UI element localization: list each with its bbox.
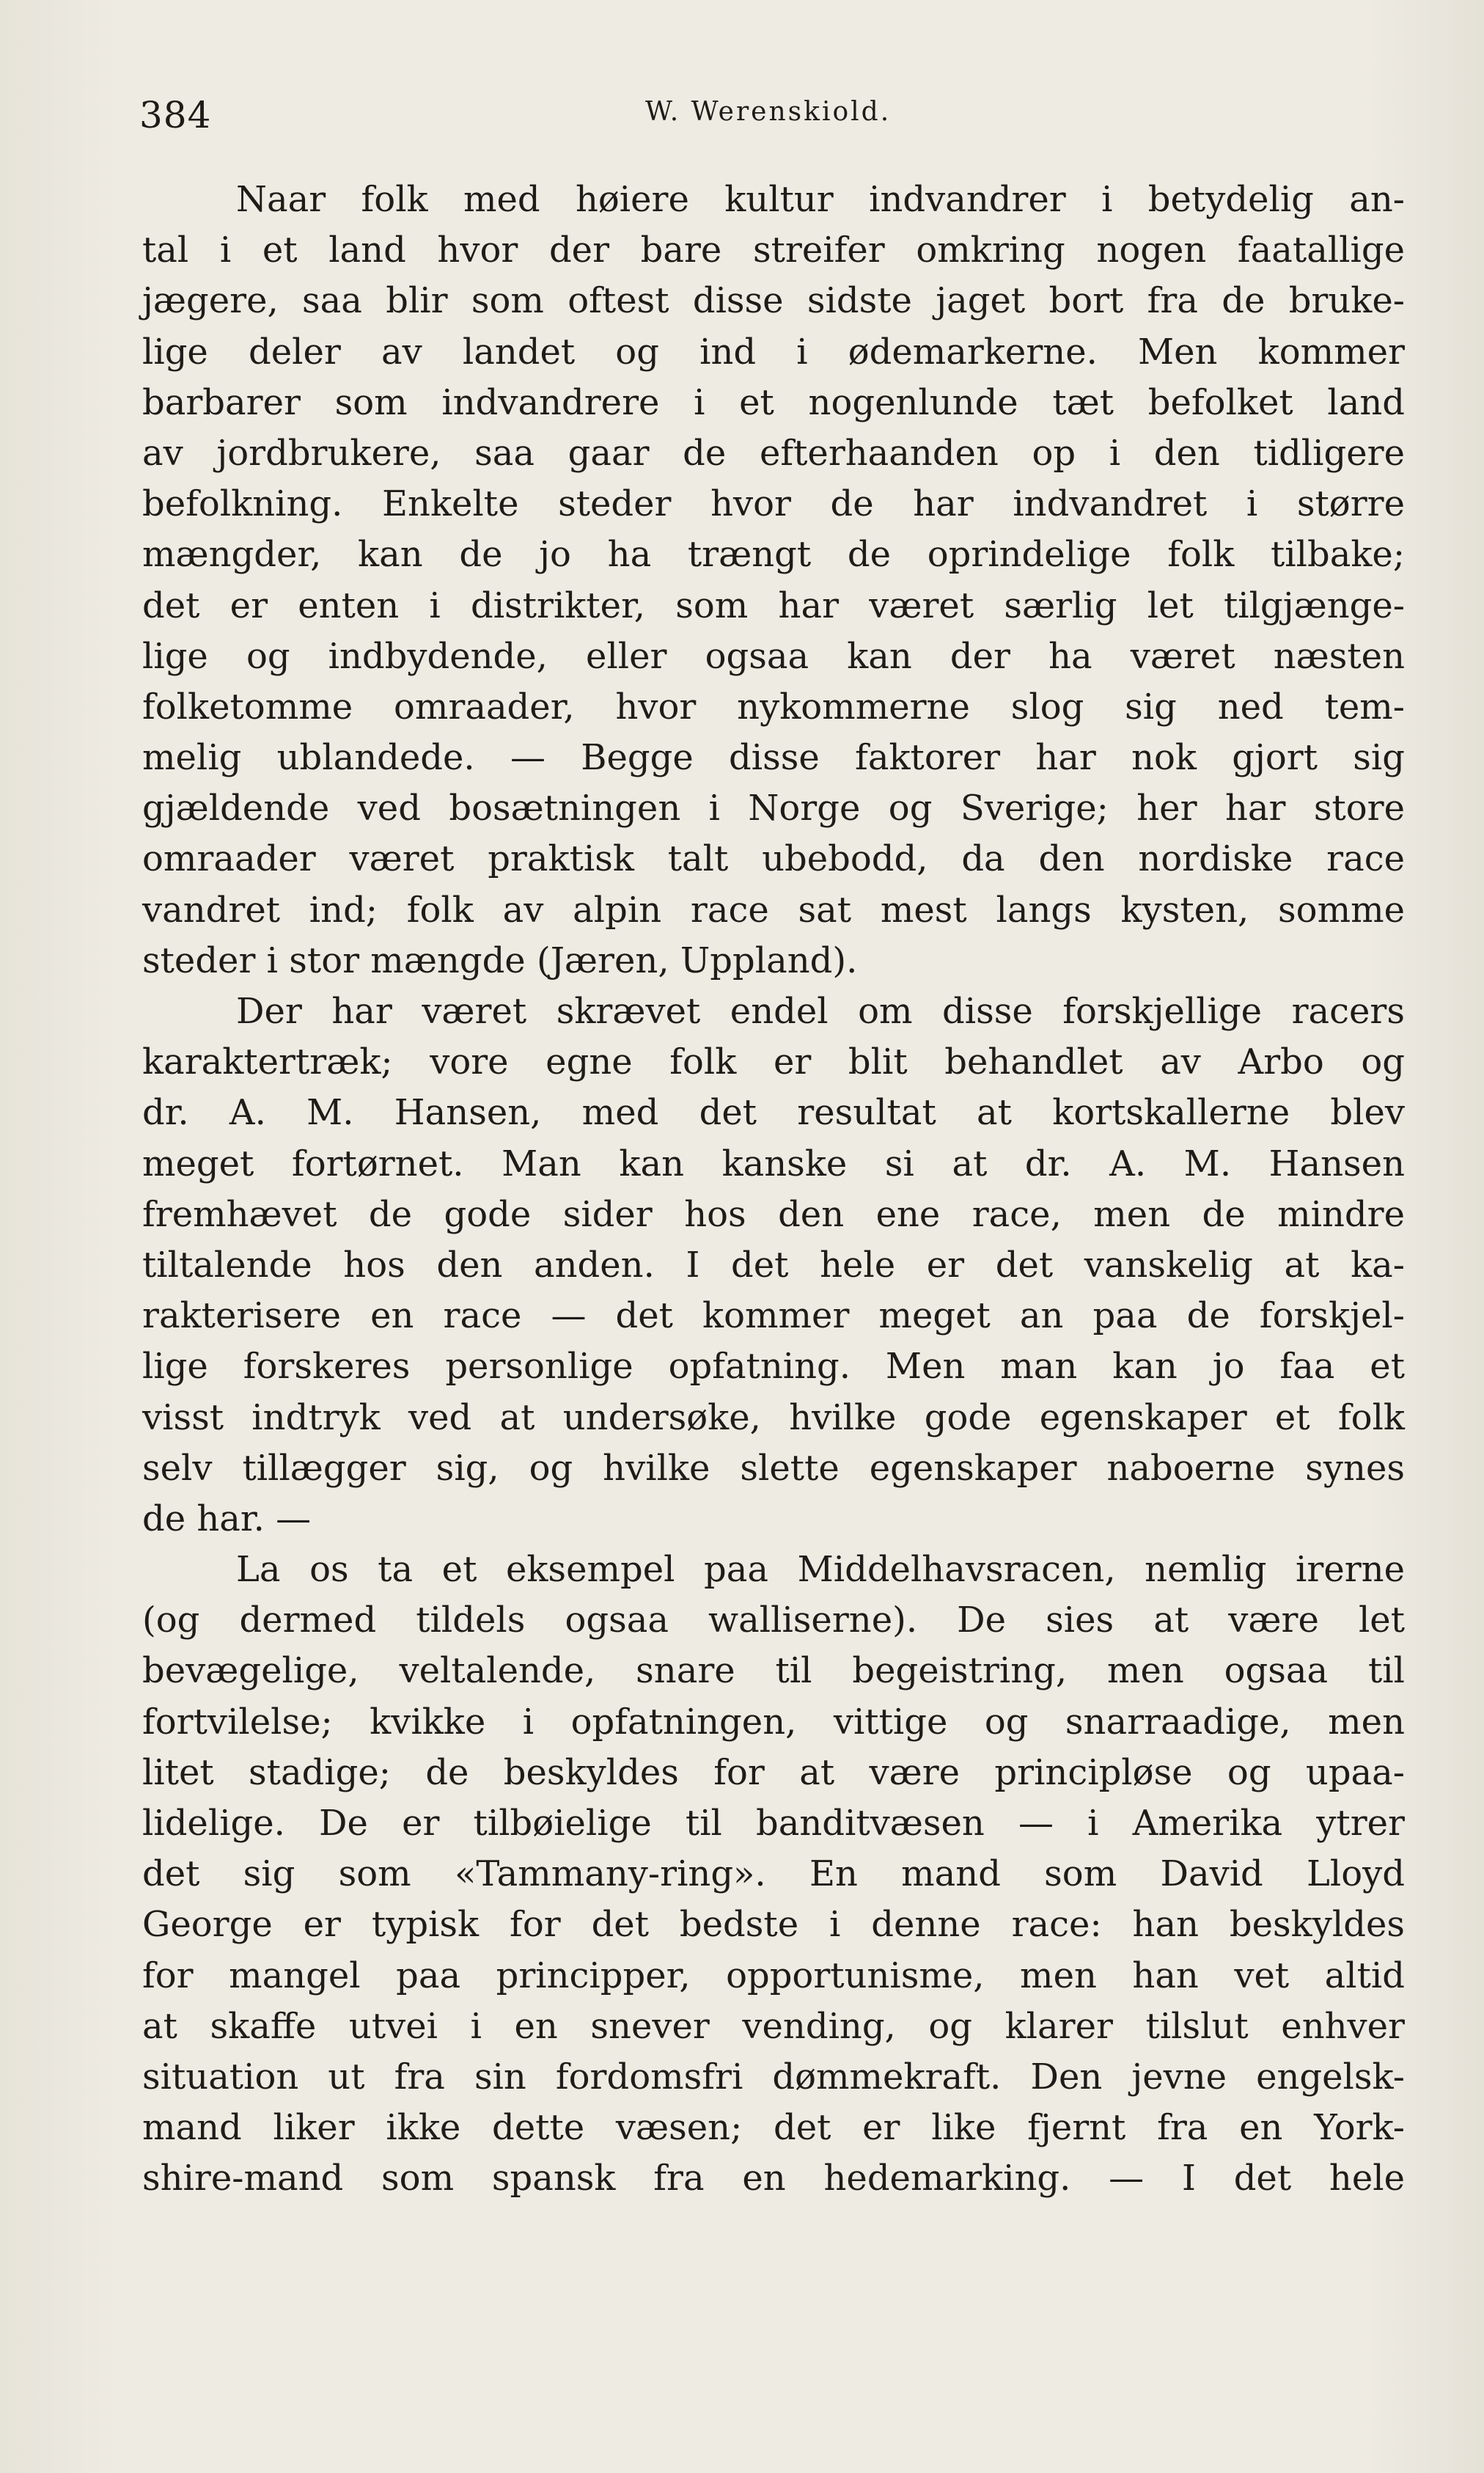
text-line: lige deler av landet og ind i ødemarkerne. Men kommer <box>142 331 1405 373</box>
page-header <box>139 87 1408 145</box>
running-head: W. Werenskiold. <box>645 97 892 127</box>
text-line: bevægelige, veltalende, snare til begeistring, men ogsaa til <box>142 1650 1405 1692</box>
text-line: omraader været praktisk talt ubebodd, da den nordiske race <box>142 838 1405 880</box>
text-line: La os ta et eksempel paa Middelhavsracen, nemlig irerne <box>236 1549 1405 1591</box>
text-line: gjældende ved bosætningen i Norge og Sverige; her har store <box>142 788 1405 829</box>
page-number: 384 <box>139 94 212 136</box>
text-line: visst indtryk ved at undersøke, hvilke gode egenskaper et folk <box>142 1396 1405 1438</box>
text-line: folketomme omraader, hvor nykommerne slog sig ned tem- <box>142 686 1405 728</box>
text-line: for mangel paa principper, opportunisme, men han vet altid <box>142 1954 1405 1996</box>
text-line: de har. — <box>142 1498 312 1539</box>
text-line: befolkning. Enkelte steder hvor de har indvandret i større <box>142 483 1405 525</box>
text-line: jægere, saa blir som oftest disse sidste jaget bort fra de bruke- <box>142 280 1405 322</box>
text-line: fremhævet de gode sider hos den ene race, men de mindre <box>142 1193 1405 1235</box>
text-line: lige og indbydende, eller ogsaa kan der ha været næsten <box>142 635 1405 677</box>
text-line: vandret ind; folk av alpin race sat mest langs kysten, somme <box>142 889 1405 931</box>
text-line: barbarer som indvandrere i et nogenlunde tæt befolket land <box>142 381 1405 423</box>
text-line: tal i et land hvor der bare streifer omkring nogen faatallige <box>142 230 1405 271</box>
text-line: lidelige. De er tilbøielige til banditvæsen — i Amerika ytrer <box>142 1803 1405 1844</box>
text-line: Der har været skrævet endel om disse forskjellige racers <box>236 991 1405 1032</box>
text-line: det sig som «Tammany-ring». En mand som David Lloyd <box>142 1853 1405 1895</box>
text-line: lige forskeres personlige opfatning. Men man kan jo faa et <box>142 1346 1405 1388</box>
text-line: at skaffe utvei i en snever vending, og klarer tilslut enhver <box>142 2005 1405 2047</box>
text-line: tiltalende hos den anden. I det hele er det vanskelig at ka- <box>142 1244 1405 1286</box>
text-line: situation ut fra sin fordomsfri dømmekraft. Den jevne engelsk- <box>142 2056 1405 2098</box>
text-line: karaktertræk; vore egne folk er blit behandlet av Arbo og <box>142 1041 1405 1083</box>
text-line: (og dermed tildels ogsaa walliserne). De sies at være let <box>142 1600 1405 1641</box>
text-line: mand liker ikke dette væsen; det er like fjernt fra en York- <box>142 2107 1405 2149</box>
text-line: steder i stor mængde (Jæren, Uppland). <box>142 939 858 981</box>
text-line: Naar folk med høiere kultur indvandrer i betydelig an- <box>236 179 1405 220</box>
text-line: mængder, kan de jo ha trængt de oprindelige folk tilbake; <box>142 534 1405 576</box>
text-line: av jordbrukere, saa gaar de efterhaanden op i den tidligere <box>142 432 1405 474</box>
text-line: selv tillægger sig, og hvilke slette egenskaper naboerne synes <box>142 1447 1405 1489</box>
text-line: shire-mand som spansk fra en hedemarking. — I det hele <box>142 2158 1405 2199</box>
text-line: litet stadige; de beskyldes for at være principløse og upaa- <box>142 1751 1405 1793</box>
text-line: fortvilelse; kvikke i opfatningen, vittige og snarraadige, men <box>142 1701 1405 1743</box>
text-line: meget fortørnet. Man kan kanske si at dr. A. M. Hansen <box>142 1143 1405 1184</box>
text-line: George er typisk for det bedste i denne race: han beskyldes <box>142 1904 1405 1946</box>
text-line: det er enten i distrikter, som har været særlig let tilgjænge- <box>142 585 1405 626</box>
text-line: dr. A. M. Hansen, med det resultat at kortskallerne blev <box>142 1092 1405 1134</box>
text-line: rakterisere en race — det kommer meget an paa de forskjel- <box>142 1295 1405 1337</box>
body-text <box>142 175 1405 2205</box>
text-line: melig ublandede. — Begge disse faktorer har nok gjort sig <box>142 737 1405 779</box>
